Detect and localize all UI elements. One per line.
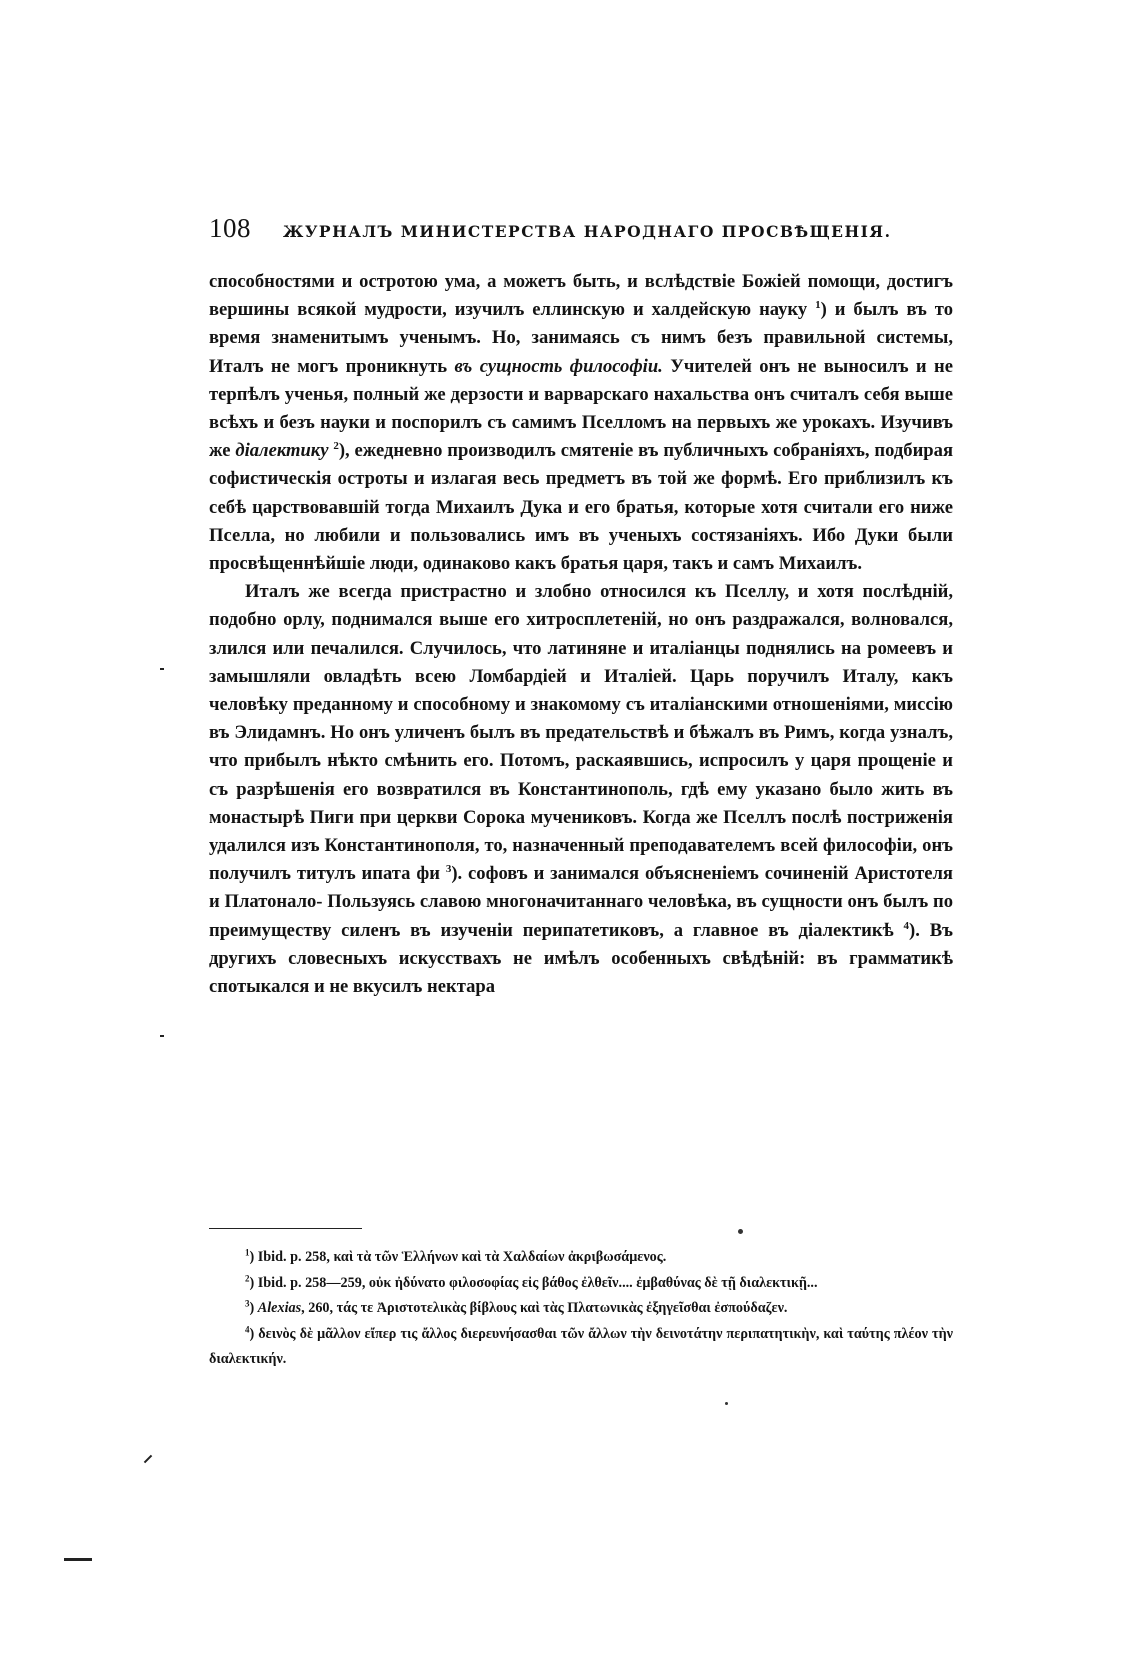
margin-tick bbox=[160, 1035, 164, 1037]
text-run: способностями и остротою ума, а можетъ быть, и вслѣдствіе Божіей помощи, достигъ вершины всякой мудрости, изучилъ еллинскую и халдейскую науку bbox=[209, 271, 953, 321]
page-number: 108 bbox=[209, 213, 251, 243]
footnote-ref: 1 bbox=[815, 299, 821, 312]
scan-dash bbox=[64, 1558, 92, 1561]
text-run: ), ежедневно производилъ смятеніе въ публичныхъ собраніяхъ, подбирая софистическія остроты и излагая весь предметъ въ той же формѣ. Его приблизилъ къ себѣ царствовавшій тогда Михаилъ Дука и его братья, которые хотя считали его ниже Пселла, но любили и пользовались имъ въ ученыхъ состязаніяхъ. Ибо Дуки были просвѣщеннѣйшіе люди, одинаково какъ братья царя, такъ и самъ Михаилъ. bbox=[209, 440, 953, 575]
footnote-1 bbox=[209, 1245, 953, 1271]
footnote-ref: 2 bbox=[333, 440, 339, 453]
page-header bbox=[209, 213, 953, 245]
text-run: Учителей онъ не выносилъ и не терпѣлъ ученья, полный же дерзости и варварскаго нахальства онъ считалъ себя выше всѣхъ и безъ науки и поспорилъ съ самимъ Пселломъ на первыхъ же урокахъ. Изучивъ же bbox=[209, 355, 953, 462]
pencil-stroke bbox=[144, 1455, 152, 1463]
footnote-italic: Alexias bbox=[257, 1300, 302, 1316]
ink-dot bbox=[725, 1402, 728, 1405]
footnote-separator bbox=[209, 1228, 362, 1229]
footnote-text: ) Ibid. p. 258, καὶ τὰ τῶν Ἑλλήνων καὶ τὰ Χαλδαίων ἀκριβωσάμενος. bbox=[249, 1249, 667, 1265]
main-text bbox=[209, 268, 953, 1001]
footnote-ref: 4 bbox=[903, 919, 910, 932]
text-run: ). Въ другихъ словесныхъ искусствахъ не имѣлъ особенныхъ свѣдѣній: въ грамматикѣ спотыкался и не вкусилъ нектара bbox=[209, 919, 953, 998]
margin-tick bbox=[160, 668, 164, 670]
footnote-4 bbox=[209, 1322, 953, 1373]
footnote-ref: 3 bbox=[445, 863, 452, 876]
italic-phrase: въ сущность философіи. bbox=[454, 355, 663, 377]
footnote-text: ) δεινὸς δὲ μᾶλλον εἴπερ τις ἄλλος διερευνήσασθαι τῶν ἄλλων τὴν δεινοτάτην περιπατητικὴν, καὶ ταύτης πλέον τὴν διαλεκτικήν. bbox=[209, 1325, 953, 1367]
footnote-text: ) Ibid. p. 258—259, οὐκ ἠδύνατο φιλοσοφίας εἰς βάθος ἐλθεῖν.... ἐμβαθύνας δὲ τῇ διαλεκτικῇ... bbox=[249, 1274, 818, 1291]
text-run: ). софовъ и занимался объясненіемъ сочиненій Аристотеля и Платонало- Пользуясь славою многоначитаннаго человѣка, въ сущности онъ былъ по преимуществу силенъ въ изученіи перипатетиковъ, а главное въ діалектикѣ bbox=[209, 863, 953, 941]
footnote-mark: 2 bbox=[245, 1272, 250, 1283]
footnote-mark: 1 bbox=[245, 1247, 250, 1258]
paragraph-2 bbox=[209, 578, 953, 1001]
ink-dot bbox=[738, 1229, 743, 1234]
paragraph-1 bbox=[209, 268, 953, 578]
footnotes bbox=[209, 1245, 953, 1373]
text-run: Италъ же всегда пристрастно и злобно относился къ Пселлу, и хотя послѣдній, подобно орлу, поднимался выше его хитросплетеній, но онъ раздражался, волновался, злился или печалился. Случилось, что латиняне и италіанцы поднялись на ромеевъ и замышляли овладѣть всею Ломбардіей и Италіей. Царь поручилъ Италу, какъ человѣку преданному и способному и знакомому съ италіанскими отношеніями, миссію въ Элидамнъ. Но онъ уличенъ былъ въ предательствѣ и бѣжалъ въ Римъ, когда узналъ, что прибылъ нѣкто смѣнить его. Потомъ, раскаявшись, испросилъ у царя прощеніе и съ разрѣшенія его возвратился въ Константинополь, гдѣ ему указано было жить въ монастырѣ Пиги при церкви Сорока мучениковъ. Когда же Пселлъ послѣ постриженія удалился изъ Константинополя, то, назначенный преподавателемъ всей философіи, онъ получилъ титулъ ипата фи bbox=[209, 581, 953, 885]
running-title: ЖУРНАЛЪ МИНИСТЕРСТВА НАРОДНАГО ПРОСВѢЩЕНІЯ. bbox=[283, 222, 892, 241]
footnote-mark: 3 bbox=[245, 1298, 250, 1309]
footnote-2 bbox=[209, 1271, 953, 1297]
italic-phrase: діалектику bbox=[235, 440, 329, 462]
footnote-mark: 4 bbox=[245, 1323, 250, 1334]
footnote-3: $^3$) Alexias, 260, τάς τε Ἀριστοτελικὰς βίβλους καὶ τὰς Πλατωνικὰς ἐξηγεῖσθαι ἐσπούδαζεν. bbox=[245, 1298, 788, 1316]
text-run: ) и былъ въ то время знаменитымъ ученымъ. Но, занимаясь съ нимъ безъ правильной системы, Италъ не могъ проникнуть bbox=[209, 299, 953, 377]
footnote-text: , 260, τάς τε Ἀριστοτελικὰς βίβλους καὶ τὰς Πλατωνικὰς ἐξηγεῖσθαι ἐσπούδαζεν. bbox=[301, 1300, 788, 1316]
